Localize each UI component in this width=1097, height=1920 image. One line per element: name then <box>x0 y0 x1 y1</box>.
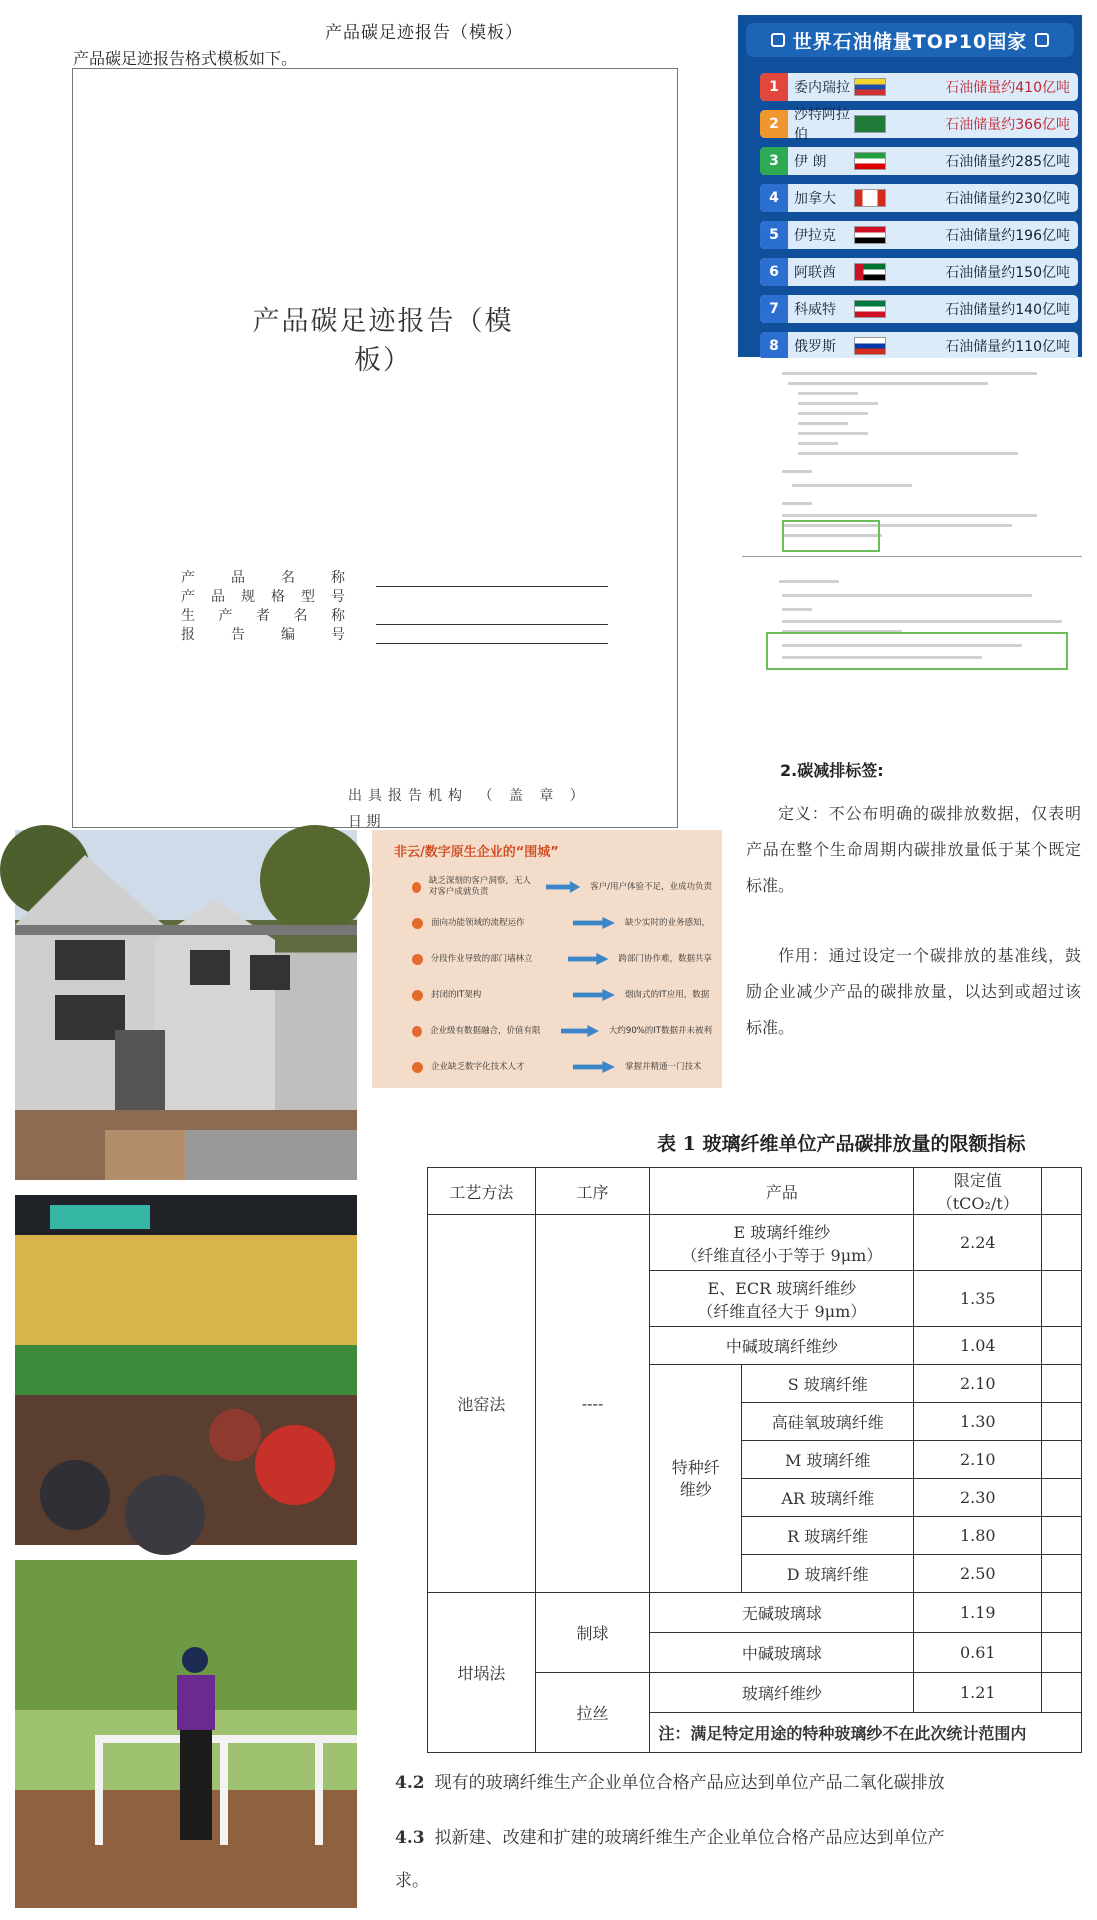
country-flag-icon <box>854 115 886 133</box>
oil-rank-row <box>760 184 1078 212</box>
header-limit <box>914 1168 1042 1215</box>
standard-excerpt-image <box>742 358 1082 728</box>
product-cell: R 玻璃纤维 <box>742 1517 914 1555</box>
field-label: 产品规格型号 <box>181 589 351 605</box>
header-limit-unit: （tCO₂/t） <box>936 1194 1019 1213</box>
country-flag-icon <box>854 78 886 96</box>
clause-number: 4.3 <box>395 1828 425 1848</box>
header-process: 工序 <box>535 1168 650 1215</box>
clause-text: 拟新建、改建和扩建的玻璃纤维生产企业单位合格产品应达到单位产 <box>434 1828 945 1848</box>
stadium-crowd-photo <box>15 1195 357 1545</box>
clause-4-3 <box>395 1823 945 1848</box>
reserve-amount: 石油储量约140亿吨 <box>945 302 1070 318</box>
report-template-intro: 产品碳足迹报告格式模板如下。 <box>73 49 298 68</box>
rank-badge: 8 <box>760 332 788 360</box>
carbon-label-heading: 2.碳减排标签: <box>780 761 884 780</box>
country-name: 沙特阿拉伯 <box>794 107 850 143</box>
limit-value: 2.24 <box>914 1215 1042 1271</box>
rank-badge: 2 <box>760 110 788 138</box>
slide-row <box>412 980 712 1010</box>
country-flag-icon <box>854 226 886 244</box>
limit-value: 1.19 <box>914 1593 1042 1633</box>
house-construction-photo <box>15 830 357 1180</box>
bullet-icon <box>412 990 423 1001</box>
reserve-amount: 石油储量约230亿吨 <box>945 191 1070 207</box>
product-cell <box>650 1215 914 1271</box>
oil-rank-row <box>760 332 1078 360</box>
product-cell: 玻璃纤维纱 <box>650 1673 914 1713</box>
rank-badge: 5 <box>760 221 788 249</box>
oil-rank-row <box>760 221 1078 249</box>
slide-problem: 封闭的IT架构 <box>431 989 482 1000</box>
table-caption: 表 1 玻璃纤维单位产品碳排放量的限额指标 <box>657 1133 1026 1155</box>
arrow-right-icon <box>561 1025 599 1037</box>
limit-value: 1.80 <box>914 1517 1042 1555</box>
park-portrait-photo <box>15 1560 357 1908</box>
product-cell: M 玻璃纤维 <box>742 1441 914 1479</box>
header-corner-icon <box>771 33 785 47</box>
reserve-amount: 石油储量约150亿吨 <box>945 265 1070 281</box>
product-sub: （纤维直径小于等于 9μm） <box>681 1245 883 1265</box>
bullet-icon <box>412 918 423 929</box>
group-pool-process: ---- <box>535 1215 650 1593</box>
product-name: E 玻璃纤维纱 <box>733 1222 831 1242</box>
product-cell: S 玻璃纤维 <box>742 1365 914 1403</box>
product-cell: 中碱玻璃纤维纱 <box>650 1327 914 1365</box>
clause-4-3-tail: 求。 <box>395 1871 429 1891</box>
slide-row <box>412 1052 712 1082</box>
country-name: 俄罗斯 <box>794 339 836 355</box>
carbon-label-definition: 定义：不公布明确的碳排放数据，仅表明产品在整个生命周期内碳排放量低于某个既定标准。 <box>746 804 1081 895</box>
clause-number: 4.2 <box>395 1773 425 1793</box>
arrow-right-icon <box>573 1061 615 1073</box>
country-flag-icon <box>854 337 886 355</box>
slide-problem: 企业缺乏数字化技术人才 <box>431 1061 525 1072</box>
slide-row <box>412 1016 712 1046</box>
glass-fiber-emission-table <box>427 1167 1082 1759</box>
report-template-top-title: 产品碳足迹报告（模板） <box>325 23 523 43</box>
arrow-right-icon <box>568 953 609 965</box>
header-product: 产品 <box>650 1168 914 1215</box>
country-flag-icon <box>854 152 886 170</box>
limit-value: 2.10 <box>914 1365 1042 1403</box>
country-name: 加拿大 <box>794 191 836 207</box>
field-label: 报告编号 <box>181 627 351 643</box>
oil-rank-row <box>760 107 1078 143</box>
field-row-report-number <box>181 622 608 644</box>
limit-value: 2.50 <box>914 1555 1042 1593</box>
bullet-icon <box>412 1062 423 1073</box>
digital-enterprise-slide <box>372 830 722 1088</box>
header-corner-icon <box>1035 33 1049 47</box>
country-name: 伊拉克 <box>794 228 836 244</box>
country-name: 委内瑞拉 <box>794 80 850 96</box>
product-cell: 高硅氧玻璃纤维 <box>742 1403 914 1441</box>
slide-problem: 企业级有数据融合，价值有限 <box>430 1025 541 1036</box>
report-template-page <box>72 68 678 828</box>
product-name: E、ECR 玻璃纤维纱 <box>707 1278 857 1298</box>
country-name: 科威特 <box>794 302 836 318</box>
bullet-icon <box>412 954 423 965</box>
limit-value: 2.10 <box>914 1441 1042 1479</box>
oil-rank-row <box>760 73 1078 101</box>
slide-effect: 缺少实时的业务感知， <box>625 917 711 928</box>
arrow-right-icon <box>546 881 580 893</box>
process-draw: 拉丝 <box>535 1673 650 1753</box>
limit-value: 0.61 <box>914 1633 1042 1673</box>
product-cell <box>650 1271 914 1327</box>
oil-rank-row <box>760 258 1078 286</box>
highlight-box <box>782 520 880 552</box>
reserve-amount: 石油储量约196亿吨 <box>945 228 1070 244</box>
emission-limit-table <box>427 1167 1082 1753</box>
country-flag-icon <box>854 263 886 281</box>
field-label: 生产者名称 <box>181 608 351 624</box>
oil-rank-row <box>760 147 1078 175</box>
slide-row <box>412 944 712 974</box>
product-cell: 无碱玻璃球 <box>650 1593 914 1633</box>
limit-value: 1.21 <box>914 1673 1042 1713</box>
process-ball: 制球 <box>535 1593 650 1673</box>
slide-row <box>412 908 712 938</box>
clause-text: 现有的玻璃纤维生产企业单位合格产品应达到单位产品二氧化碳排放 <box>434 1773 945 1793</box>
report-main-title: 产品碳足迹报告（模板） <box>252 306 514 376</box>
slide-title: 非云/数字原生企业的“围城” <box>394 845 559 860</box>
slide-effect: 客户/用户体验不足，业成功负责 <box>590 881 712 892</box>
product-sub: （纤维直径大于 9μm） <box>697 1301 867 1321</box>
slide-row <box>412 872 712 902</box>
product-cell: 中碱玻璃球 <box>650 1633 914 1673</box>
arrow-right-icon <box>573 917 615 929</box>
header-limit-label: 限定值 <box>953 1171 1002 1190</box>
limit-value: 1.35 <box>914 1271 1042 1327</box>
clause-4-2 <box>395 1768 945 1793</box>
group-crucible: 坩埚法 <box>428 1593 536 1753</box>
country-name: 伊 朗 <box>794 154 827 170</box>
carbon-label-function: 作用：通过设定一个碳排放的基准线，鼓励企业减少产品的碳排放量，以达到或超过该标准。 <box>746 946 1081 1037</box>
country-flag-icon <box>854 189 886 207</box>
arrow-right-icon <box>573 989 615 1001</box>
slide-effect: 跨部门协作难，数据共享 <box>618 953 712 964</box>
rank-badge: 1 <box>760 73 788 101</box>
slide-effect: 掌握并精通一门技术 <box>625 1061 702 1072</box>
table-note: 注：满足特定用途的特种玻璃纱不在此次统计范围内 <box>650 1713 1082 1753</box>
oil-header <box>746 23 1074 57</box>
rank-badge: 6 <box>760 258 788 286</box>
oil-rank-row <box>760 295 1078 323</box>
rank-badge: 4 <box>760 184 788 212</box>
bullet-icon <box>412 1026 422 1037</box>
reserve-amount: 石油储量约110亿吨 <box>945 339 1070 355</box>
product-cell: D 玻璃纤维 <box>742 1555 914 1593</box>
field-label: 产品名称 <box>181 570 351 586</box>
reserve-amount: 石油储量约366亿吨 <box>945 117 1070 133</box>
product-cell: AR 玻璃纤维 <box>742 1479 914 1517</box>
header-method: 工艺方法 <box>428 1168 536 1215</box>
country-flag-icon <box>854 300 886 318</box>
reserve-amount: 石油储量约285亿吨 <box>945 154 1070 170</box>
rank-badge: 3 <box>760 147 788 175</box>
highlight-box <box>766 632 1068 670</box>
date-line: 日 期 <box>348 814 381 830</box>
oil-title: 世界石油储量TOP10国家 <box>792 30 1028 53</box>
limit-value: 2.30 <box>914 1479 1042 1517</box>
rank-badge: 7 <box>760 295 788 323</box>
slide-effect: 大约90%的IT数据并未被利 <box>608 1025 712 1036</box>
slide-problem: 缺乏深刻的客户洞察，无人对客户成就负责 <box>428 876 531 897</box>
bullet-icon <box>412 882 421 893</box>
reserve-amount: 石油储量约410亿吨 <box>945 80 1070 96</box>
slide-problem: 面向功能领域的流程运作 <box>431 917 525 928</box>
group-special-yarn: 特种纤维纱 <box>650 1365 742 1593</box>
limit-value: 1.30 <box>914 1403 1042 1441</box>
limit-value: 1.04 <box>914 1327 1042 1365</box>
field-blank-line <box>376 628 608 644</box>
oil-reserves-infographic <box>738 15 1082 357</box>
group-pool-kiln: 池窑法 <box>428 1215 536 1593</box>
slide-effect: 烟囱式的IT应用，数据 <box>625 989 710 1000</box>
slide-problem: 分段作业导致的部门墙林立 <box>430 953 533 964</box>
country-name: 阿联酋 <box>794 265 836 281</box>
issuer-line: 出具报告机构 （ 盖 章 ） <box>348 788 590 804</box>
